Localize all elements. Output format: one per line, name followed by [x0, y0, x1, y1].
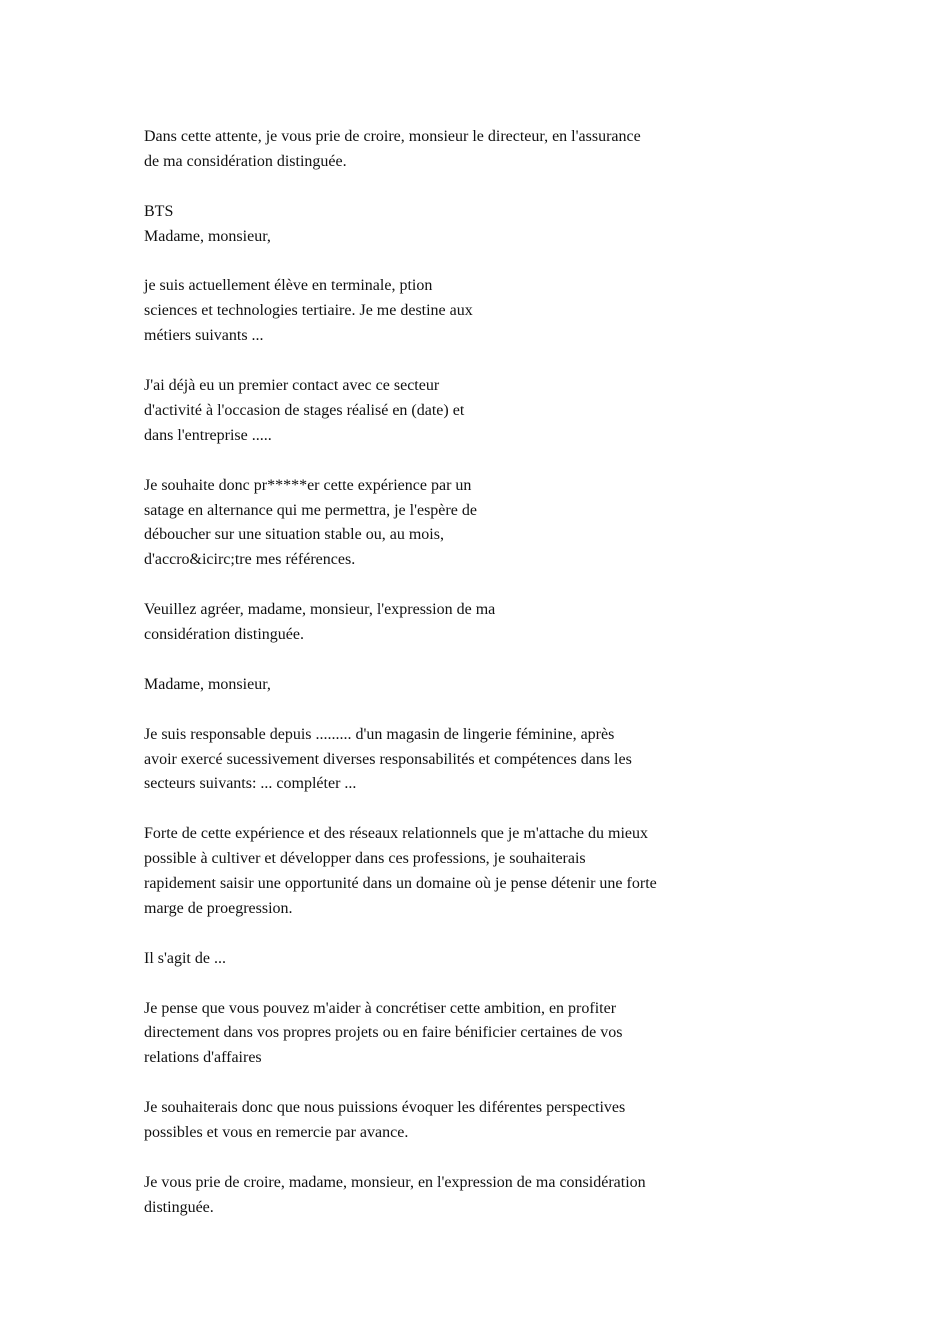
text-line: Je pense que vous pouvez m'aider à concrétiser cette ambition, en profiter [144, 999, 617, 1017]
paragraph [144, 1096, 724, 1146]
paragraph [144, 673, 724, 698]
paragraph [144, 125, 724, 175]
text-line: J'ai déjà eu un premier contact avec ce secteur [144, 377, 440, 395]
text-line: Madame, monsieur, [144, 227, 271, 245]
paragraph [144, 200, 724, 250]
text-line: Dans cette attente, je vous prie de croire, monsieur le directeur, en l'assurance [144, 128, 641, 145]
text-line: d'accro&icirc;tre mes références. [144, 551, 356, 569]
paragraph [144, 997, 724, 1072]
paragraph [144, 274, 724, 349]
text-line: Je souhaite donc pr*****er cette expérience par un [144, 476, 472, 494]
text-line: secteurs suivants: ... compléter ... [144, 775, 357, 793]
text-line: relations d'affaires [144, 1049, 262, 1067]
text-line: sciences et technologies tertiaire. Je me destine aux [144, 302, 473, 320]
text-line: directement dans vos propres projets ou en faire bénificier certaines de vos [144, 1024, 623, 1042]
paragraph [144, 723, 724, 798]
text-line: BTS [144, 202, 174, 220]
text-line: Madame, monsieur, [144, 675, 271, 693]
text-line: considération distinguée. [144, 626, 304, 644]
text-line: dans l'entreprise ..... [144, 426, 272, 444]
text-line: marge de proegression. [144, 899, 293, 917]
paragraph [144, 474, 724, 574]
text-line: Il s'agit de ... [144, 949, 226, 967]
paragraph [144, 947, 724, 972]
paragraph [144, 598, 724, 648]
text-line: distinguée. [144, 1198, 214, 1216]
text-line: rapidement saisir une opportunité dans un domaine où je pense détenir une forte [144, 875, 657, 893]
text-line: d'activité à l'occasion de stages réalisé en (date) et [144, 401, 465, 419]
text-line: Je souhaiterais donc que nous puissions évoquer les diférentes perspectives [144, 1099, 626, 1117]
paragraph [144, 374, 724, 449]
text-line: Je vous prie de croire, madame, monsieur, en l'expression de ma considération [144, 1173, 646, 1191]
text-line: Veuillez agréer, madame, monsieur, l'expression de ma [144, 601, 496, 619]
paragraph [144, 822, 724, 922]
text-line: avoir exercé sucessivement diverses responsabilités et compétences dans les [144, 750, 632, 768]
text-line: je suis actuellement élève en terminale, ption [144, 277, 433, 295]
text-line: déboucher sur une situation stable ou, au mois, [144, 526, 444, 544]
paragraph [144, 1171, 724, 1221]
document-page [144, 125, 724, 1246]
text-line: Je suis responsable depuis ......... d'un magasin de lingerie féminine, après [144, 725, 615, 743]
text-line: métiers suivants ... [144, 327, 264, 345]
text-line: possibles et vous en remercie par avance. [144, 1124, 409, 1142]
text-line: satage en alternance qui me permettra, je l'espère de [144, 501, 477, 519]
text-line: Forte de cette expérience et des réseaux relationnels que je m'attache du mieux [144, 825, 648, 843]
text-line: possible à cultiver et développer dans ces professions, je souhaiterais [144, 850, 586, 868]
text-line: de ma considération distinguée. [144, 152, 347, 170]
